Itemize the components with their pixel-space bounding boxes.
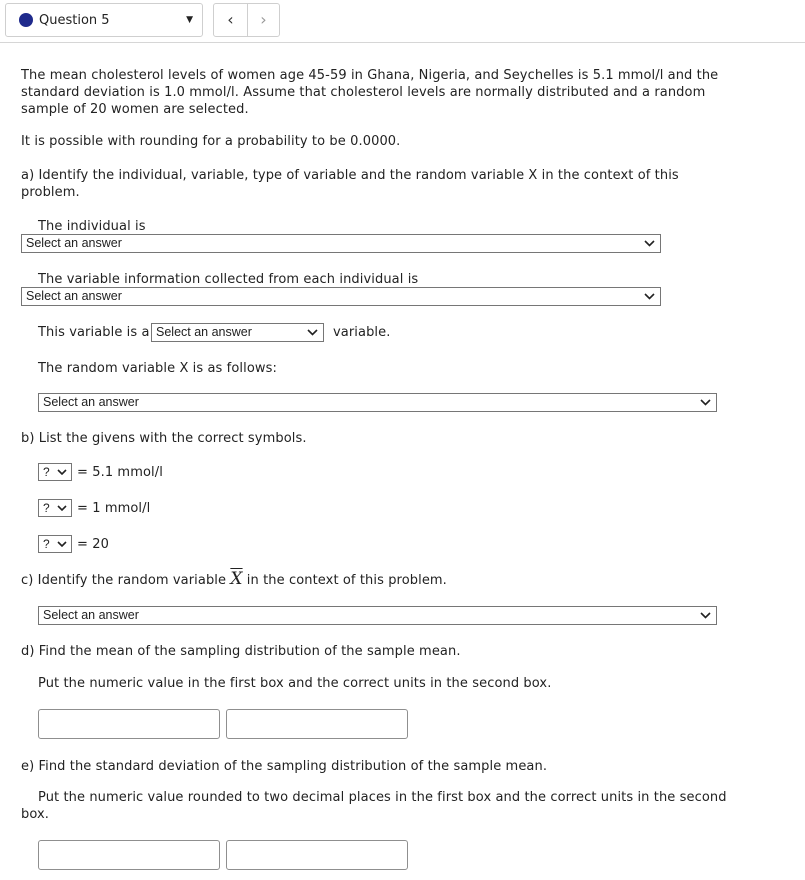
intro-line-3: sample of 20 women are selected. bbox=[21, 102, 249, 117]
sd-value-input[interactable] bbox=[38, 840, 220, 870]
given-symbol-select-2[interactable] bbox=[38, 499, 72, 517]
given-value-3: = 20 bbox=[77, 537, 109, 552]
variable-select-value: Select an answer bbox=[26, 289, 122, 303]
sd-units-input[interactable] bbox=[226, 840, 408, 870]
given-symbol-value: ? bbox=[43, 465, 50, 479]
chevron-down-icon bbox=[700, 394, 711, 406]
variable-type-select[interactable] bbox=[151, 323, 324, 342]
part-e-prompt: e) Find the standard deviation of the sampling distribution of the sample mean. bbox=[21, 759, 548, 774]
part-e-instruction: Put the numeric value rounded to two decimal places in the first box and the correct units in the second bbox=[38, 790, 727, 805]
part-c-prompt-post: in the context of this problem. bbox=[246, 573, 447, 588]
given-value-1: = 5.1 mmol/l bbox=[77, 465, 163, 480]
given-symbol-value: ? bbox=[43, 501, 50, 515]
part-d-instruction: Put the numeric value in the first box and the correct units in the second box. bbox=[38, 676, 552, 691]
chevron-down-icon bbox=[644, 235, 655, 247]
chevron-down-icon bbox=[57, 536, 67, 547]
chevron-down-icon bbox=[57, 500, 67, 511]
sample-mean-select[interactable] bbox=[38, 606, 717, 625]
chevron-down-icon bbox=[307, 324, 318, 336]
mean-units-input[interactable] bbox=[226, 709, 408, 739]
sample-mean-select-value: Select an answer bbox=[43, 608, 139, 622]
part-b-prompt: b) List the givens with the correct symbols. bbox=[21, 431, 307, 446]
variable-type-select-value: Select an answer bbox=[156, 325, 252, 339]
individual-select[interactable] bbox=[21, 234, 661, 253]
chevron-down-icon bbox=[644, 288, 655, 300]
random-variable-select[interactable] bbox=[38, 393, 717, 412]
type-prefix: This variable is a bbox=[38, 325, 150, 340]
individual-label: The individual is bbox=[38, 219, 146, 234]
caret-down-icon: ▼ bbox=[186, 15, 193, 25]
part-e-instruction-cont: box. bbox=[21, 807, 50, 822]
random-variable-select-value: Select an answer bbox=[43, 395, 139, 409]
prev-question-button[interactable]: ‹ bbox=[214, 4, 248, 36]
rv-label: The random variable X is as follows: bbox=[38, 361, 277, 376]
xbar-symbol: $\overline{X}$ bbox=[230, 569, 243, 589]
status-dot-icon bbox=[19, 13, 33, 27]
part-d-prompt: d) Find the mean of the sampling distribution of the sample mean. bbox=[21, 644, 461, 659]
type-suffix: variable. bbox=[333, 325, 391, 340]
question-nav bbox=[213, 3, 280, 37]
header-divider bbox=[0, 42, 805, 43]
chevron-down-icon bbox=[700, 607, 711, 619]
intro-line-2: standard deviation is 1.0 mmol/l. Assume that cholesterol levels are normally distributed and a random bbox=[21, 85, 706, 100]
next-question-button[interactable]: › bbox=[260, 10, 267, 29]
given-value-2: = 1 mmol/l bbox=[77, 501, 151, 516]
variable-label: The variable information collected from each individual is bbox=[38, 272, 419, 287]
part-a-prompt-cont: problem. bbox=[21, 185, 80, 200]
question-label: Question 5 bbox=[39, 13, 110, 28]
chevron-down-icon bbox=[57, 464, 67, 475]
given-symbol-value: ? bbox=[43, 537, 50, 551]
intro-note: It is possible with rounding for a probability to be 0.0000. bbox=[21, 134, 401, 149]
mean-value-input[interactable] bbox=[38, 709, 220, 739]
variable-select[interactable] bbox=[21, 287, 661, 306]
given-symbol-select-3[interactable] bbox=[38, 535, 72, 553]
intro-line-1: The mean cholesterol levels of women age 45-59 in Ghana, Nigeria, and Seychelles is 5.1 mmol/l and the bbox=[21, 68, 719, 83]
part-a-prompt: a) Identify the individual, variable, type of variable and the random variable X in the context of this bbox=[21, 168, 679, 183]
individual-select-value: Select an answer bbox=[26, 236, 122, 250]
question-select[interactable] bbox=[5, 3, 203, 37]
part-c-prompt-pre: c) Identify the random variable bbox=[21, 573, 227, 588]
part-c-prompt bbox=[21, 571, 447, 589]
given-symbol-select-1[interactable] bbox=[38, 463, 72, 481]
